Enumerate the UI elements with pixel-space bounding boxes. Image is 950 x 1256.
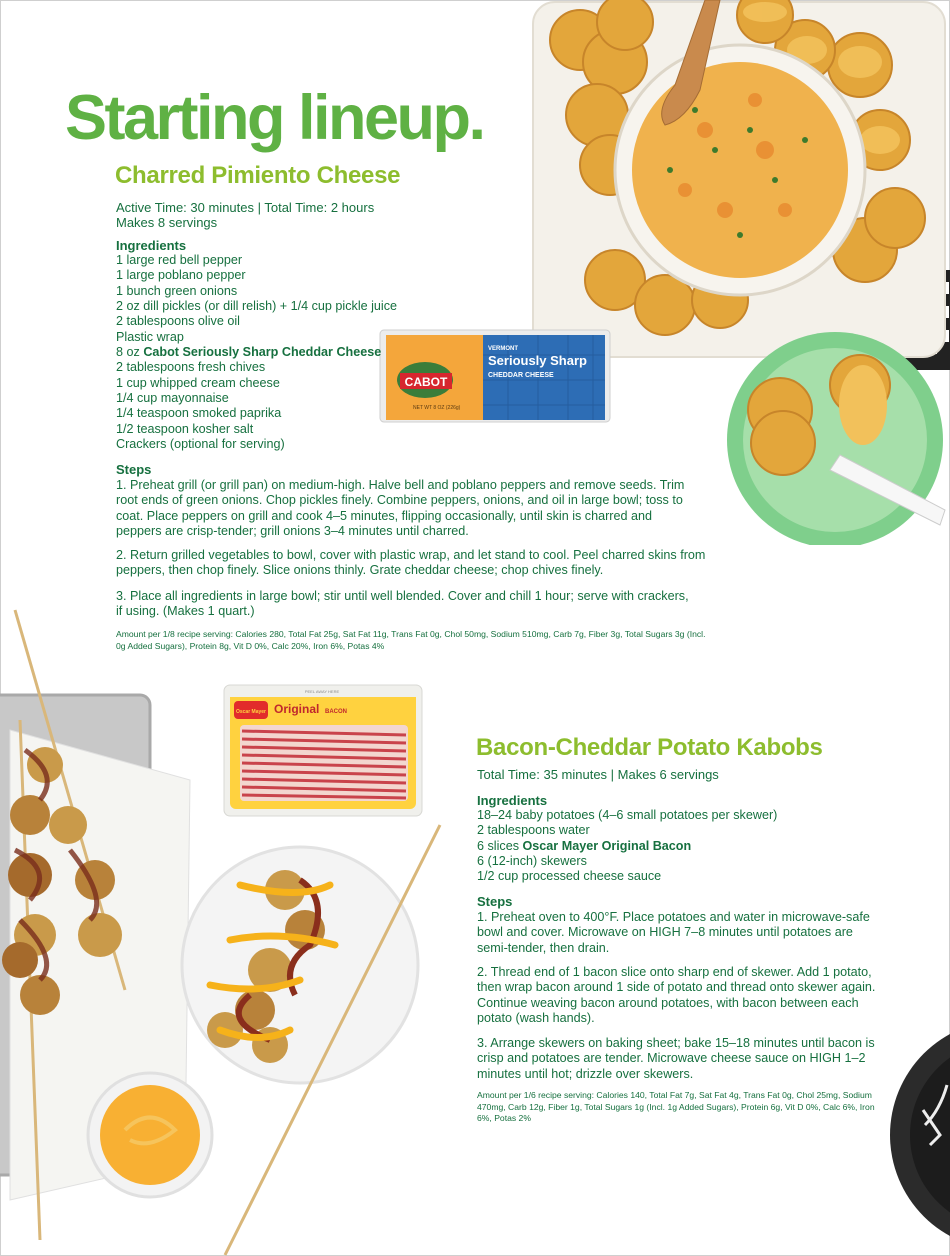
dark-plate-photo	[885, 1015, 950, 1256]
recipe2-ingredient-list	[477, 808, 777, 885]
ingredient-item: Crackers (optional for serving)	[116, 437, 285, 452]
recipe2-steps-heading: Steps	[477, 894, 513, 909]
oscar-brand: Oscar Mayer	[235, 709, 267, 715]
cabot-line2: Seriously Sharp	[488, 353, 587, 368]
recipe1-servings: Makes 8 servings	[116, 215, 218, 230]
ingredient-item: 1 cup whipped cream cheese	[116, 375, 280, 390]
recipe1-time: Active Time: 30 minutes | Total Time: 2 hours	[116, 200, 375, 215]
oscar-product: Original	[274, 702, 320, 716]
page-title: Starting lineup.	[65, 83, 484, 153]
recipe2-title: Bacon-Cheddar Potato Kabobs	[476, 734, 823, 761]
cabot-cheese-package	[378, 325, 613, 430]
recipe1-step-2: 2. Return grilled vegetables to bowl, cover with plastic wrap, and let stand to cool. Peel charred skins from peppers, then chop finely. Slice onions thinly. Grate cheddar cheese; chop chives finely.	[116, 548, 706, 578]
ingredient-item: 1 bunch green onions	[116, 283, 238, 298]
ingredient-item: 2 tablespoons olive oil	[116, 314, 240, 329]
oscar-peel: PEEL AWAY HERE	[304, 689, 340, 694]
ingredient-item: 1/2 teaspoon kosher salt	[116, 421, 254, 436]
ingredient-item: 6 (12-inch) skewers	[477, 854, 587, 869]
ingredient-item: 1/4 teaspoon smoked paprika	[116, 406, 282, 421]
recipe1-ingredient-list	[116, 253, 397, 452]
cabot-weight: NET WT 8 OZ (226g)	[413, 405, 461, 411]
ingredient-item: 1/2 cup processed cheese sauce	[477, 869, 662, 884]
recipe1-ingredients-heading: Ingredients	[116, 238, 187, 253]
cabot-line1: VERMONT	[488, 346, 518, 352]
recipe1-step-1: 1. Preheat grill (or grill pan) on medium-high. Halve bell and poblano peppers and remove seeds. Trim root ends of green onions. Chop pickles finely. Combine peppers, onions, and oil in large bowl; toss to coat. Place peppers on grill and cook 4–5 minutes, flipping occasionally, until skin is charred and peppers are crisp-tender; grill onions 3–4 minutes until charred.	[116, 478, 685, 539]
ingredient-item: 6 slices Oscar Mayer Original Bacon	[477, 838, 692, 853]
recipe2-step-2: 2. Thread end of 1 bacon slice onto sharp end of skewer. Add 1 potato, then wrap bacon around 1 side of potato and thread onto skewer again. Continue weaving bacon around potatoes, with bacon between each potato (wash hands).	[477, 965, 876, 1026]
recipe1-meta	[116, 200, 374, 230]
recipe2-step-3: 3. Arrange skewers on baking sheet; bake 15–18 minutes until bacon is crisp and potatoes are tender. Microwave cheese sauce on HIGH 1–2 minutes until hot; drizzle over skewers.	[477, 1036, 875, 1081]
ingredient-item: Plastic wrap	[116, 329, 184, 344]
recipe1-steps-heading: Steps	[116, 462, 152, 477]
recipe2-nutrition: Amount per 1/6 recipe serving: Calories 140, Total Fat 7g, Sat Fat 4g, Trans Fat 0g, Chol 25mg, Sodium 470mg, Carb 12g, Fiber 1g, Total Sugars 1g (Incl. 1g Added Sugars), Protein 6g, Vit D 0%, Calc 6%, Iron 6%, Potas 2%	[477, 1090, 875, 1123]
ingredient-item: 1 large poblano pepper	[116, 268, 246, 283]
ingredient-item: 8 oz Cabot Seriously Sharp Cheddar Cheese	[116, 345, 382, 360]
bacon-slices	[240, 725, 408, 801]
ingredient-item: 18–24 baby potatoes (4–6 small potatoes per skewer)	[477, 808, 778, 822]
cabot-line3: CHEDDAR CHEESE	[488, 372, 554, 379]
ingredient-item: 1 large red bell pepper	[116, 253, 243, 267]
recipe1-step-3: 3. Place all ingredients in large bowl; stir until well blended. Cover and chill 1 hour; serve with crackers, if using. (Makes 1 quart.)	[116, 589, 689, 619]
recipe1-title: Charred Pimiento Cheese	[115, 162, 401, 189]
pimiento-cheese-photo	[525, 0, 950, 545]
cabot-brand: CABOT	[404, 375, 448, 389]
oscar-sub: BACON	[325, 709, 347, 715]
recipe2-step-1: 1. Preheat oven to 400°F. Place potatoes and water in microwave-safe bowl and cover. Microwave on HIGH 7–8 minutes until potatoes are semi-tender, then drain.	[477, 910, 870, 955]
recipe2-ingredients-heading: Ingredients	[477, 793, 548, 808]
ingredient-item: 2 oz dill pickles (or dill relish) + 1/4 cup pickle juice	[116, 299, 398, 314]
recipe2-meta: Total Time: 35 minutes | Makes 6 servings	[477, 767, 719, 782]
ingredient-item: 2 tablespoons fresh chives	[116, 360, 266, 375]
recipe1-nutrition: Amount per 1/8 recipe serving: Calories 280, Total Fat 25g, Sat Fat 11g, Trans Fat 0g, Chol 50mg, Sodium 510mg, Carb 7g, Fiber 3g, Total Sugars 3g (Incl. 0g Added Sugars), Protein 8g, Vit D 0%, Calc 20%, Iron 6%, Potas 4%	[116, 629, 706, 651]
oscar-mayer-bacon-package	[222, 683, 424, 818]
ingredient-item: 1/4 cup mayonnaise	[116, 391, 229, 406]
ingredient-item: 2 tablespoons water	[477, 823, 590, 838]
